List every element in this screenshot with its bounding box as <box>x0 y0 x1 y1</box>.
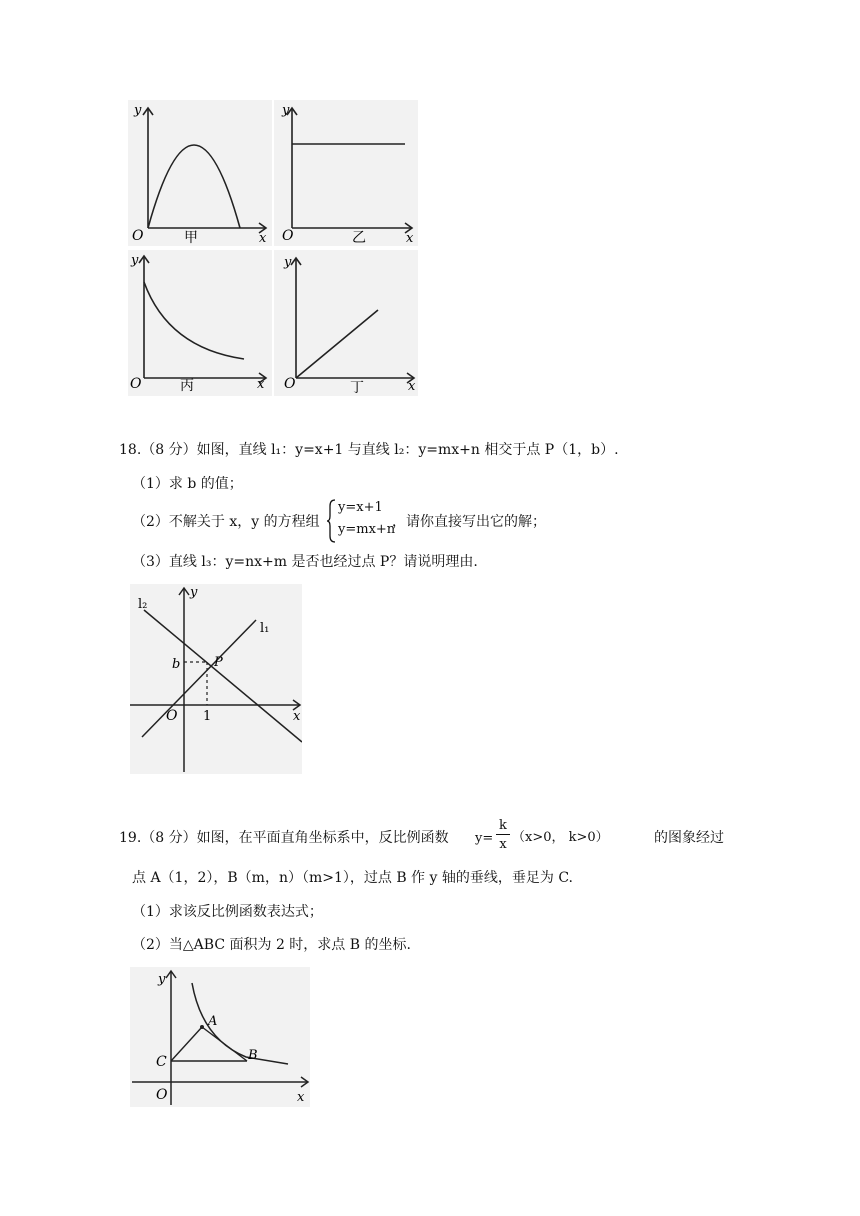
graph-jia-svg <box>128 100 272 246</box>
line-l1-label: l₁ <box>260 621 270 636</box>
brace-icon <box>326 498 336 544</box>
equation-1: y=x+1 <box>338 500 383 515</box>
graph-caption: 丙 <box>180 378 194 394</box>
fraction-bar <box>496 834 510 835</box>
y-axis-label: y <box>190 585 198 600</box>
x-axis-label: x <box>293 709 301 724</box>
line-l2-label: l₂ <box>138 597 148 612</box>
q19-figure <box>130 967 310 1107</box>
q18-part1: （1）求 b 的值； <box>132 476 243 492</box>
graph-bing-svg <box>128 250 272 396</box>
origin-label: O <box>156 1087 168 1103</box>
graph-panel-yi <box>274 100 418 246</box>
origin-label: O <box>130 376 142 392</box>
q18-stem: 18.（8 分）如图，直线 l₁：y=x+1 与直线 l₂：y=mx+n 相交于点 P（1，b）. <box>119 442 619 458</box>
y-axis-label: y <box>131 253 139 268</box>
fraction-numerator: k <box>499 818 507 833</box>
q19-stem-tail: 的图象经过 <box>654 830 724 846</box>
tick-one-label: 1 <box>203 709 212 724</box>
equation-2: y=mx+n <box>338 522 396 537</box>
q18-part2-tail: ，请你直接写出它的解； <box>392 514 546 530</box>
y-axis-label: y <box>134 103 142 118</box>
equation-system <box>338 499 395 538</box>
x-axis-label: x <box>259 231 267 246</box>
y-axis-label: y <box>158 972 166 987</box>
point-c-label: C <box>156 1054 167 1070</box>
point-a-label: A <box>208 1014 218 1029</box>
q18-part2-lead: （2）不解关于 x，y 的方程组 <box>132 514 320 530</box>
origin-label: O <box>132 228 144 244</box>
q19-part1: （1）求该反比例函数表达式； <box>132 904 323 920</box>
x-axis-label: x <box>406 231 414 246</box>
b-label: b <box>172 657 181 672</box>
q19-figure-svg <box>130 967 310 1107</box>
graph-caption: 甲 <box>184 230 198 246</box>
origin-label: O <box>284 376 296 392</box>
q18-part3: （3）直线 l₃：y=nx+m 是否也经过点 P？请说明理由. <box>132 554 478 570</box>
x-axis-label: x <box>408 379 416 394</box>
graph-panel-jia <box>128 100 272 246</box>
graph-panel-ding <box>274 250 418 396</box>
y-axis-label: y <box>284 255 292 270</box>
origin-label: O <box>282 228 294 244</box>
q19-line2: 点 A（1，2），B（m，n）（m>1），过点 B 作 y 轴的垂线，垂足为 C. <box>132 870 573 886</box>
equation-system-brace <box>326 498 336 544</box>
q19-part2: （2）当△ABC 面积为 2 时，求点 B 的坐标. <box>132 937 411 953</box>
graph-caption: 乙 <box>352 230 366 246</box>
origin-label: O <box>166 708 178 724</box>
point-p-label: P <box>214 655 223 670</box>
q19-stem-lead: 19.（8 分）如图，在平面直角坐标系中，反比例函数 <box>119 830 449 846</box>
x-axis-label: x <box>257 377 265 392</box>
fraction-denominator: x <box>499 837 507 852</box>
point-b-label: B <box>248 1048 258 1063</box>
q18-figure <box>130 584 302 774</box>
q18-figure-svg <box>130 584 302 774</box>
function-lhs: y= <box>475 831 494 846</box>
graph-yi-svg <box>274 100 418 246</box>
x-axis-label: x <box>297 1090 305 1105</box>
graph-caption: 丁 <box>350 380 364 396</box>
function-condition: （x>0， k>0） <box>512 830 609 845</box>
graph-panel-bing <box>128 250 272 396</box>
y-axis-label: y <box>282 103 290 118</box>
graph-ding-svg <box>274 250 418 396</box>
